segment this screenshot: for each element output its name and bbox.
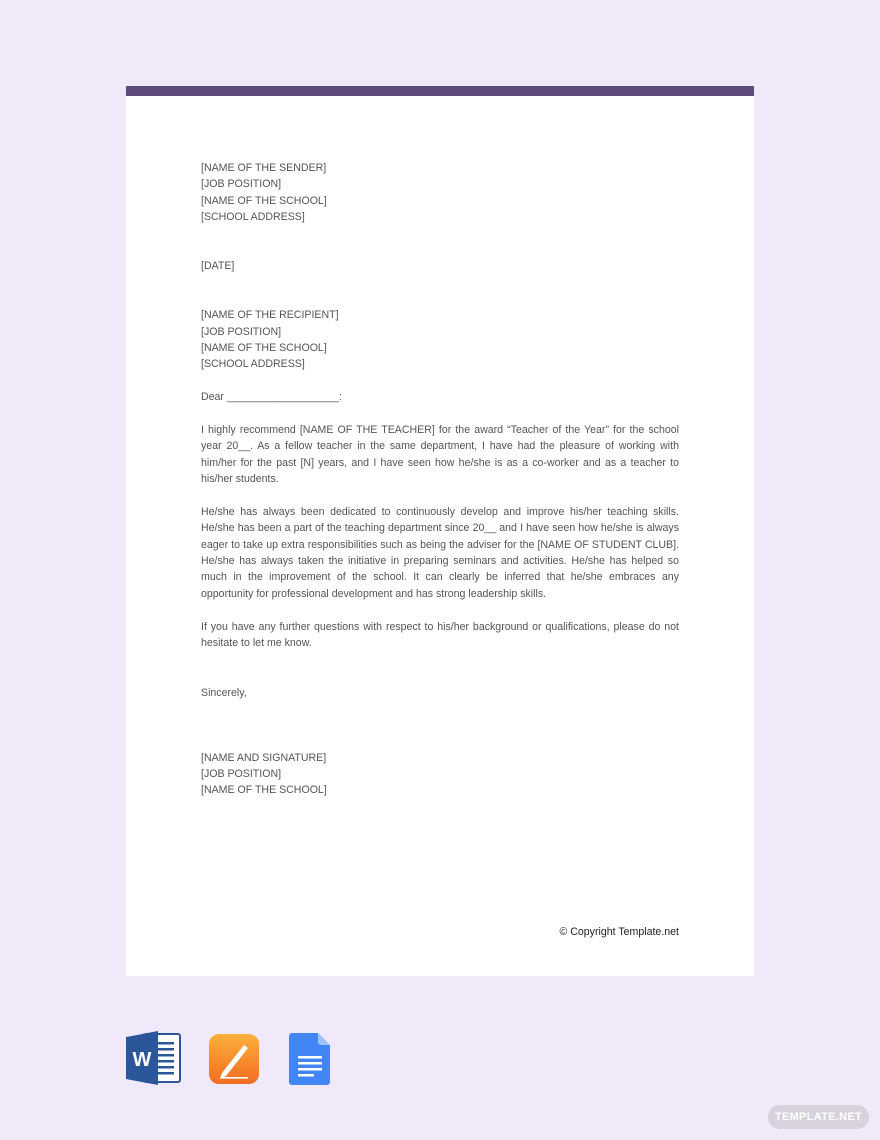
signature-block: [201, 750, 679, 799]
closing: Sincerely,: [201, 686, 247, 699]
paragraph-2: He/she has always been dedicated to continuously develop and improve his/her teaching skills. He/she has been a part of the teaching department since 20__ and I have seen how he/she is always eager to take up extra responsibilities such as being the adviser for the [NAME OF STUDENT CLUB]. He/she has always taken the initiative in preparing seminars and activities. He/she has helped so much in the improvement of the school. It can clearly be inferred that he/she embraces any opportunity for professional development and has strong leadership skills.: [201, 506, 679, 600]
signature-school: [NAME OF THE SCHOOL]: [201, 784, 327, 797]
paragraph-3: If you have any further questions with respect to his/her background or qualifications, please do not hesitate to let me know.: [201, 620, 679, 650]
word-icon-letter: W: [132, 1049, 152, 1071]
salutation: Dear ___________________:: [201, 390, 342, 403]
recipient-address: [SCHOOL ADDRESS]: [201, 358, 305, 371]
letter-date: [DATE]: [201, 260, 235, 273]
sender-school: [NAME OF THE SCHOOL]: [201, 194, 327, 207]
sender-block: [201, 160, 679, 225]
word-icon[interactable]: [126, 1031, 182, 1085]
header-accent-bar: [126, 86, 754, 96]
recipient-school: [NAME OF THE SCHOOL]: [201, 342, 327, 355]
paragraph-1: I highly recommend [NAME OF THE TEACHER] for the award “Teacher of the Year” for the school year 20__. As a fellow teacher in the same department, I have had the pleasure of working with him/her for the past [N] years, and I have seen how he/she is as a co-worker and as a teacher to his/her students.: [201, 423, 679, 485]
google-docs-icon[interactable]: [289, 1033, 331, 1085]
sender-name: [NAME OF THE SENDER]: [201, 162, 327, 174]
signature-position: [JOB POSITION]: [201, 768, 282, 781]
sender-address: [SCHOOL ADDRESS]: [201, 210, 305, 223]
letter-body: [201, 160, 679, 799]
recipient-name: [NAME OF THE RECIPIENT]: [201, 309, 339, 322]
pages-icon[interactable]: [208, 1033, 260, 1085]
recipient-position: [JOB POSITION]: [201, 325, 282, 338]
document-page: [126, 86, 754, 976]
copyright-text: © Copyright Template.net: [559, 926, 679, 938]
sender-position: [JOB POSITION]: [201, 178, 282, 191]
recipient-block: [201, 307, 679, 372]
signature-name: [NAME AND SIGNATURE]: [201, 751, 327, 764]
template-net-watermark[interactable]: TEMPLATE.NET: [768, 1105, 869, 1129]
